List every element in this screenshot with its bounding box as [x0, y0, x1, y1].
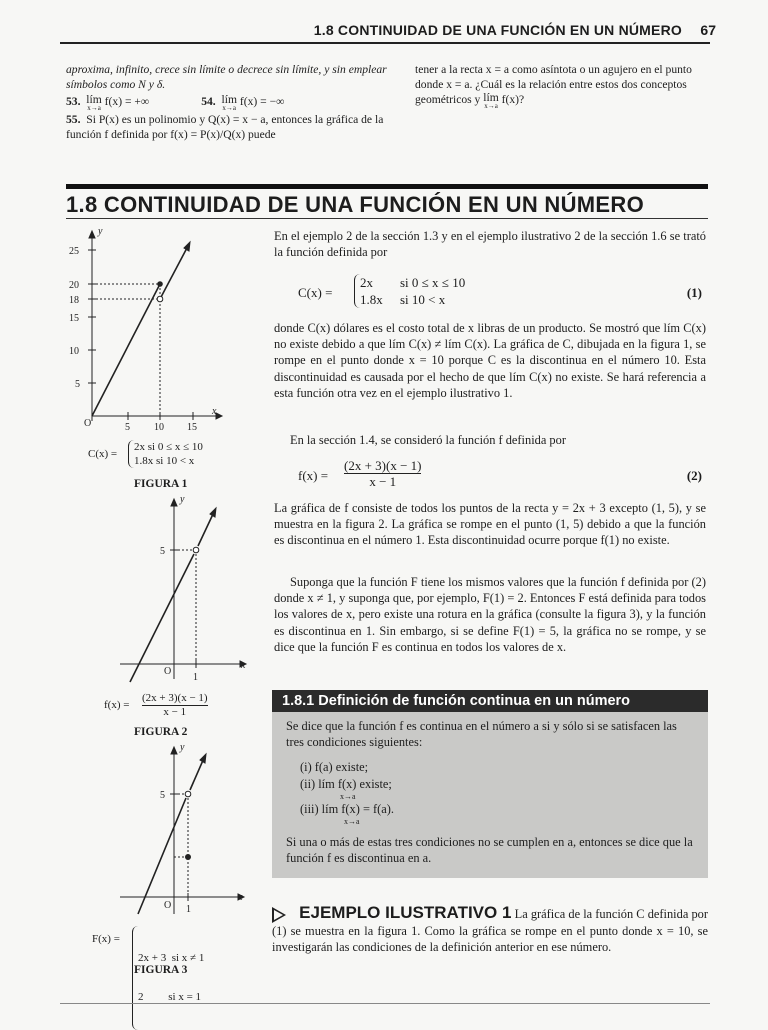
exercise-54: 54. lím x→a f(x) = −∞ — [201, 93, 285, 112]
segment-1-8x — [160, 246, 188, 299]
svg-text:O: O — [84, 418, 92, 429]
svg-text:10: 10 — [154, 422, 164, 433]
exercise-53: 53. lím x→a f(x) = +∞ — [66, 93, 150, 112]
x-axis-arrow-icon — [216, 413, 222, 419]
svg-text:y: y — [98, 226, 103, 237]
figure-1-caption: FIGURA 1 — [134, 478, 188, 490]
figure-3-graph — [110, 742, 260, 922]
exercise-55: 55. Si P(x) es un polinomio y Q(x) = x − a, entonces la gráfica de la función f definida por f(x) = P(x)/Q(x) puede — [66, 113, 384, 141]
svg-text:15: 15 — [187, 422, 197, 433]
open-point — [157, 296, 163, 302]
svg-text:15: 15 — [69, 313, 79, 324]
curve-arrow-icon — [184, 242, 190, 251]
svg-text:18: 18 — [69, 295, 79, 306]
svg-text:1: 1 — [186, 904, 191, 915]
figure-2-graph — [110, 494, 260, 684]
svg-text:x: x — [238, 892, 243, 903]
closed-point — [157, 281, 163, 287]
svg-text:20: 20 — [69, 280, 79, 291]
example-arrow-icon — [272, 907, 286, 923]
curve-arrow-icon — [200, 754, 206, 763]
equation-2: f(x) = $\frac{(2x + 3)(x - 1)}{x - 1}$ (2) — [298, 458, 702, 489]
paragraph-3: En la sección 1.4, se consideró la función f definida por — [290, 433, 566, 447]
paragraph-2: donde C(x) dólares es el costo total de x libras de un producto. Se mostró que lím C(x) no existe debido a que lím C(x) ≠ lím C(x). La gráfica de C, dibujada en la figura 1, se rompe en el punto donde x = 10 porque C es la discontinua en el número 10. Esta discontinuidad es causada por el hecho de que lím C(x) no existe. Se hará referencia a esta función otra vez en el ejemplo ilustrativo 1. — [274, 321, 706, 400]
y-axis-arrow-icon — [171, 499, 177, 506]
svg-text:y: y — [180, 742, 185, 753]
exercises-continuation-right: tener a la recta x = a como asíntota o un agujero en el punto donde x = a. ¿Cuál es la relación entre estos dos conceptos geométricos y lím x→a f(x)? — [415, 63, 692, 110]
figure-3-caption: FIGURA 3 — [134, 964, 188, 976]
paragraph-5: Suponga que la función F tiene los mismos valores que la función f definida por (2) donde x ≠ 1, y suponga que, por ejemplo, F(1) = 2. Entonces F está definida para todos los valores de x, pero existe una rotura en la gráfica (consulte la figura 3), y la función es discontinua en 1. Sin embargo, si se define F(1) = 5, la gráfica no se rompe, y se dice que la función F es continua en todos los valores de x. — [274, 575, 706, 654]
svg-text:y: y — [180, 494, 185, 505]
equation-2-number: (2) — [686, 468, 702, 483]
definition-outro: Si una o más de estas tres condiciones no se cumplen en a, entonces se dice que la función f es discontinua en a. — [286, 835, 693, 865]
definition-intro: Se dice que la función f es continua en el número a si y sólo si se satisfacen las tres condiciones siguientes: — [286, 719, 677, 749]
example-heading: EJEMPLO ILUSTRATIVO 1 — [299, 903, 512, 922]
definition-box — [272, 690, 708, 878]
section-rule-thick — [66, 184, 708, 189]
hole-point — [185, 791, 191, 797]
figure-2-caption: FIGURA 2 — [134, 726, 188, 738]
svg-text:1: 1 — [193, 672, 198, 683]
figure-1-graph — [66, 226, 266, 436]
illustrative-example-1 — [272, 905, 708, 956]
footer-rule — [60, 1003, 710, 1004]
y-axis-arrow-icon — [89, 231, 95, 238]
isolated-point — [185, 854, 191, 860]
section-title: 1.8 CONTINUIDAD DE UNA FUNCIÓN EN UN NÚMERO — [66, 192, 644, 217]
svg-text:10: 10 — [69, 346, 79, 357]
page-number: 67 — [700, 22, 716, 38]
svg-text:O: O — [164, 900, 172, 911]
line-after-hole — [190, 758, 204, 790]
y-axis-arrow-icon — [171, 747, 177, 754]
exercises-continuation-left — [66, 62, 396, 144]
example-text: La gráfica de la función C definida por (1) se muestra en la figura 1. Como la gráfica se rompe en el punto donde x = 10, se investigarán las condiciones de la definición anterior en ese número. — [272, 907, 708, 955]
equation-1: C(x) = 2x si 0 ≤ x ≤ 10 1.8x si 10 < x (1) — [298, 275, 702, 307]
line-before-hole — [130, 554, 194, 682]
exercise-intro-text: aproxima, infinito, crece sin límite o decrece sin límite, y sin emplear símbolos como N y δ. — [66, 63, 387, 91]
header-rule — [60, 42, 710, 44]
exercise-55-continued: tener a la recta x = a como asíntota o un agujero en el punto donde x = a. ¿Cuál es la relación entre estos dos conceptos geométricos y — [415, 63, 692, 106]
running-head — [0, 20, 768, 44]
condition-iii: (iii) lím f(x) = f(a). x→a — [300, 802, 395, 826]
svg-text:5: 5 — [75, 379, 80, 390]
definition-body — [286, 718, 696, 866]
svg-text:25: 25 — [69, 246, 79, 257]
segment-2x — [92, 284, 160, 416]
exercise-row-53-54 — [66, 94, 396, 112]
line-after-hole — [198, 512, 214, 546]
svg-text:x: x — [241, 660, 246, 671]
svg-text:x: x — [212, 406, 217, 417]
condition-ii: (ii) lím f(x) existe; x→a — [300, 777, 392, 801]
paragraph-1: En el ejemplo 2 de la sección 1.3 y en el ejemplo ilustrativo 2 de la sección 1.6 se trató la función definida por — [274, 229, 706, 260]
svg-text:O: O — [164, 666, 172, 677]
hole-point — [193, 547, 199, 553]
definition-heading: 1.8.1 Definición de función continua en un número — [272, 690, 708, 712]
paragraph-4: La gráfica de f consiste de todos los puntos de la recta y = 2x + 3 excepto (1, 5), y se muestra en la figura 2. La gráfica se rompe en el punto (1, 5) debido a que la función es discontinua en el número 1. Esta discontinuidad ocurre porque f(1) no existe. — [274, 501, 706, 548]
definition-conditions — [300, 759, 696, 826]
svg-text:5: 5 — [160, 546, 165, 557]
svg-text:5: 5 — [125, 422, 130, 433]
equation-1-number: (1) — [686, 285, 702, 300]
section-rule-thin — [66, 218, 708, 219]
running-head-title: 1.8 CONTINUIDAD DE UNA FUNCIÓN EN UN NÚMERO — [313, 22, 682, 38]
condition-i: (i) f(a) existe; — [300, 760, 369, 774]
curve-arrow-icon — [210, 508, 216, 517]
svg-text:5: 5 — [160, 790, 165, 801]
